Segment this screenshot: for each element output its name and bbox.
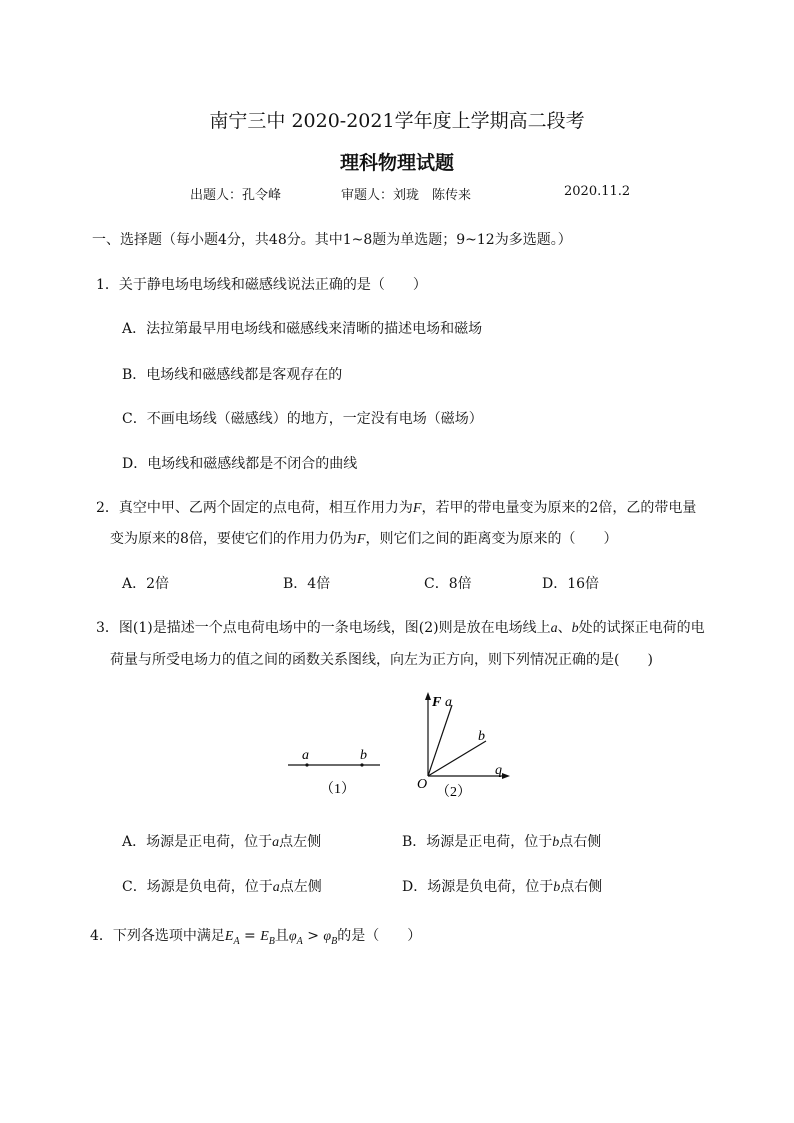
question-3-line-1: [96, 617, 705, 637]
option-text: A．场源是正电荷，位于: [122, 834, 273, 850]
symbol-phi: φ: [323, 929, 332, 944]
var-F: F: [356, 532, 366, 547]
potential-a: [288, 929, 303, 947]
question-4-text: 且: [274, 928, 289, 944]
question-2-text: ，若甲的带电量变为原来的2倍，乙的带电量: [421, 500, 697, 516]
question-3-line-2: 荷量与所受电场力的值之间的函数关系图线，向左为正方向，则下列情况正确的是( ): [110, 652, 653, 668]
var-a: a: [272, 835, 280, 850]
var-b: b: [553, 880, 561, 895]
question-4-stem: [90, 925, 421, 947]
point-b: [360, 763, 363, 766]
option-text: 点左侧: [279, 879, 322, 895]
subscript-a: A: [233, 935, 240, 947]
question-1-option-c: C．不画电场线（磁感线）的地方，一定没有电场（磁场）: [122, 411, 483, 427]
question-3-text: 处的试探正电荷的电: [578, 620, 705, 636]
greater-than-sign: >: [302, 928, 324, 944]
symbol-e: E: [224, 929, 234, 944]
graph-line-b: [428, 741, 486, 776]
reviewer-label: 审题人：刘珑 陈传来: [341, 188, 472, 203]
question-3-option-d: [402, 876, 602, 896]
vector-e-a: [224, 929, 240, 947]
question-2-option-a: A．2倍: [122, 576, 170, 592]
question-1-option-d: D．电场线和磁感线都是不闭合的曲线: [122, 456, 358, 472]
var-F: F: [412, 501, 422, 516]
var-b: b: [571, 621, 579, 636]
fig2-axis-label-f: F: [432, 695, 442, 710]
question-3-text: 、: [557, 620, 572, 636]
option-text: D．场源是负电荷，位于: [402, 879, 554, 895]
option-text: C．场源是负电荷，位于: [122, 879, 273, 895]
question-3-text: 3．图(1)是描述一个点电荷电场中的一条电场线，图(2)则是放在电场线上: [96, 620, 551, 636]
fig2-axis-label-q: q: [495, 763, 502, 778]
page-title: 南宁三中 2020-2021学年度上学期高二段考: [209, 110, 585, 132]
option-text: 点左侧: [279, 834, 322, 850]
option-text: 点右侧: [560, 879, 603, 895]
graph-line-a: [428, 705, 452, 776]
question-4-text: 的是（ ）: [337, 928, 422, 944]
symbol-phi: φ: [288, 929, 297, 944]
question-2-text: 变为原来的8倍，要使它们的作用力仍为: [110, 531, 357, 547]
x-axis-arrow: [502, 773, 510, 779]
fig1-label-a: a: [302, 748, 309, 763]
question-3-option-a: [122, 831, 321, 851]
subscript-b: B: [331, 935, 338, 947]
fig2-line-label-b: b: [478, 729, 485, 744]
symbol-e: E: [260, 929, 269, 944]
question-2-option-d: D．16倍: [542, 576, 600, 592]
fig1-label-b: b: [360, 748, 367, 763]
question-2-line-1: [96, 497, 696, 517]
question-4-text: 4．下列各选项中满足: [90, 928, 225, 944]
page-subtitle: 理科物理试题: [339, 152, 454, 174]
option-text: 点右侧: [559, 834, 602, 850]
option-text: B．场源是正电荷，位于: [402, 834, 553, 850]
fig2-line-label-a: a: [445, 695, 452, 710]
vector-e-b: [260, 929, 275, 947]
question-1-stem: 1．关于静电场电场线和磁感线说法正确的是（ ）: [96, 277, 427, 293]
subscript-b: B: [268, 935, 275, 947]
question-2-text: ，则它们之间的距离变为原来的（ ）: [365, 531, 618, 547]
potential-b: [323, 929, 338, 947]
question-3-figures: [280, 688, 520, 803]
question-3-option-c: [122, 876, 322, 896]
author-label: 出题人：孔令峰: [190, 188, 282, 203]
subscript-a: A: [296, 935, 303, 947]
question-2-text: 2．真空中甲、乙两个固定的点电荷，相互作用力为: [96, 500, 413, 516]
var-a: a: [550, 621, 558, 636]
equals-sign: =: [239, 928, 261, 944]
y-axis-arrow: [425, 692, 431, 700]
fig2-caption: （2）: [436, 785, 471, 800]
question-2-line-2: [110, 528, 617, 548]
var-b: b: [552, 835, 560, 850]
fig2-origin-label: O: [417, 777, 428, 792]
point-a: [305, 763, 308, 766]
question-3-option-b: [402, 831, 601, 851]
question-1-option-b: B．电场线和磁感线都是客观存在的: [122, 367, 343, 383]
var-a: a: [272, 880, 280, 895]
question-2-option-b: B．4倍: [283, 576, 331, 592]
question-1-option-a: A．法拉第最早用电场线和磁感线来清晰的描述电场和磁场: [122, 321, 483, 337]
question-2-option-c: C．8倍: [424, 576, 472, 592]
fig1-caption: （1）: [320, 782, 355, 797]
section-heading: 一、选择题（每小题4分，共48分。其中1~8题为单选题；9~12为多选题。）: [92, 232, 572, 248]
exam-date: 2020.11.2: [564, 184, 631, 199]
